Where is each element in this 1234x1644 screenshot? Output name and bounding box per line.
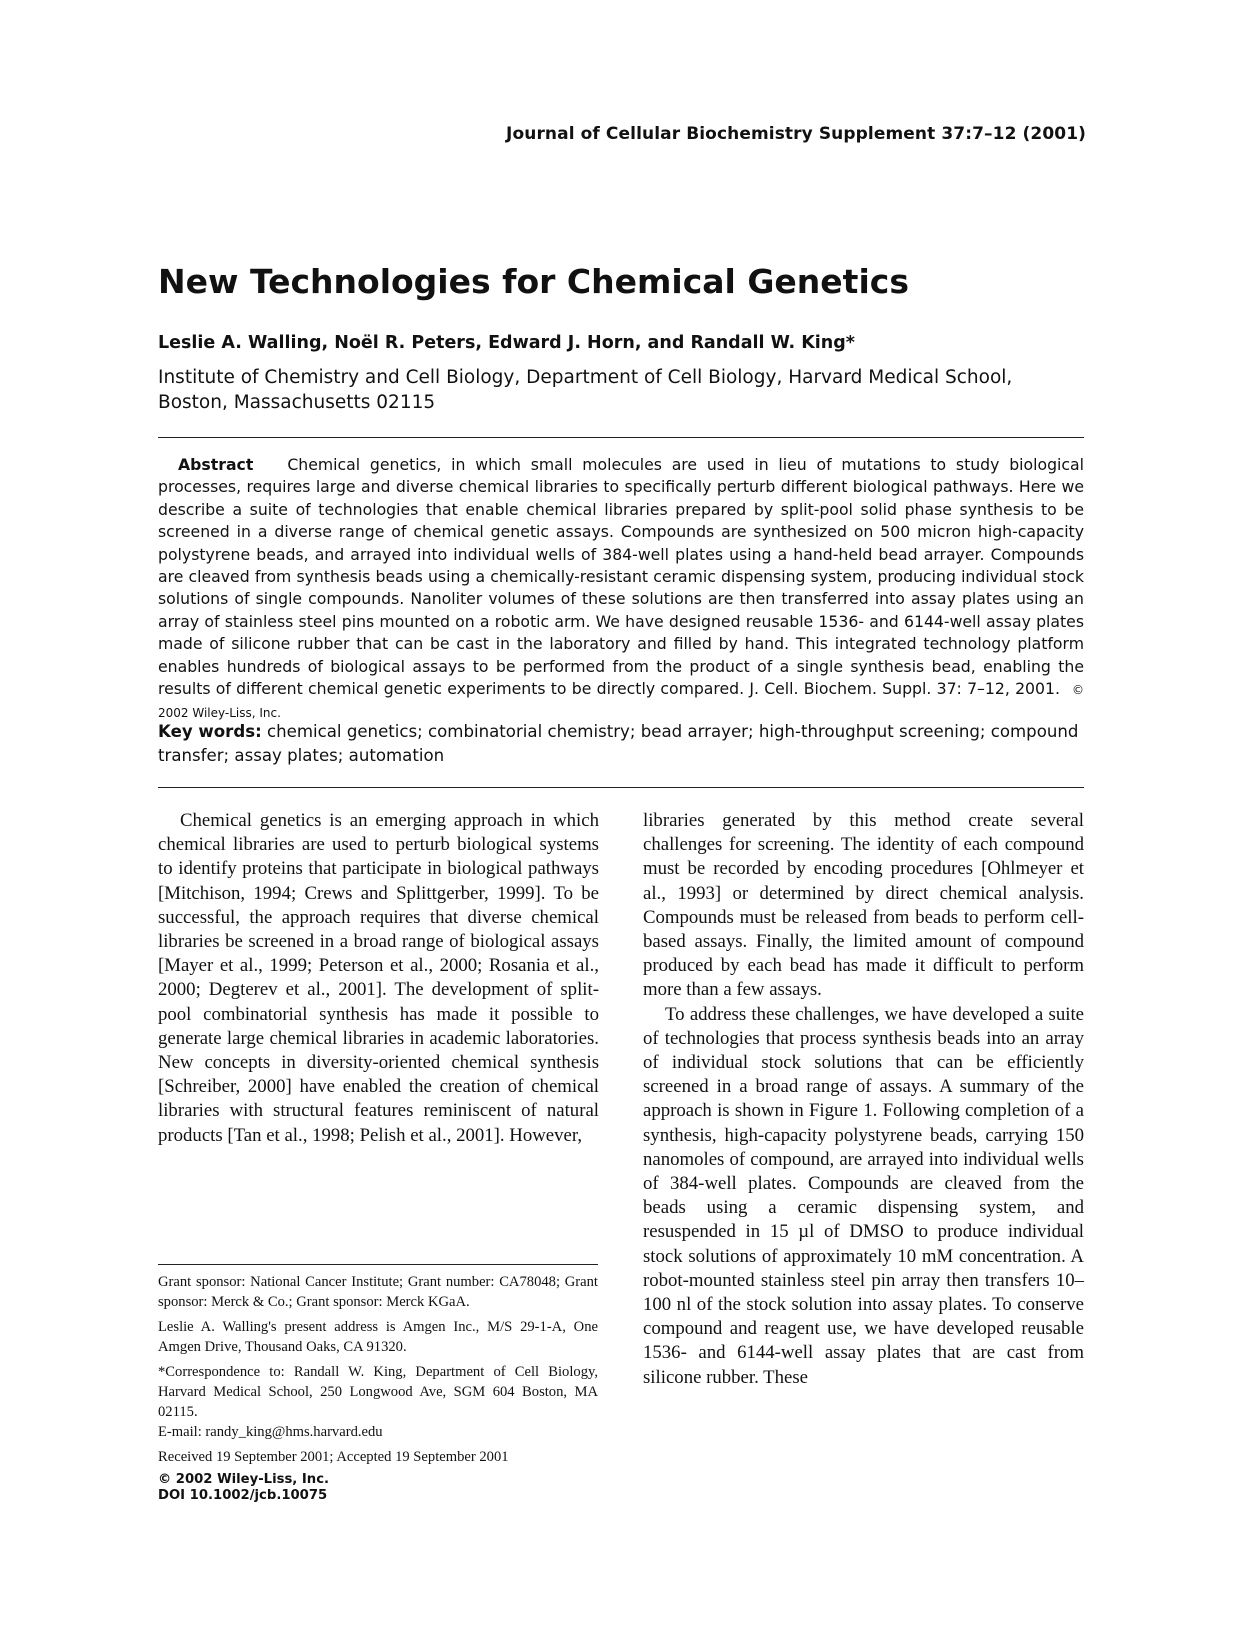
grant-footnote: Grant sponsor: National Cancer Institute; Grant number: CA78048; Grant sponsor: Merck & Co.; Grant sponsor: Merck KGaA.: [158, 1274, 598, 1310]
body-column-left: [158, 809, 599, 1148]
author-list: Leslie A. Walling, Noël R. Peters, Edward J. Horn, and Randall W. King*: [158, 333, 855, 353]
abstract-copyright: © 2002 Wiley-Liss, Inc.: [158, 683, 1084, 721]
footnote-divider: [158, 1264, 598, 1265]
doi: DOI 10.1002/jcb.10075: [158, 1488, 328, 1503]
footnotes: [158, 1272, 598, 1504]
article-title: New Technologies for Chemical Genetics: [158, 262, 909, 301]
received-footnote: Received 19 September 2001; Accepted 19 September 2001: [158, 1449, 509, 1465]
correspondence-footnote: *Correspondence to: Randall W. King, Department of Cell Biology, Harvard Medical School, 250 Longwood Ave, SGM 604 Boston, MA 02115.: [158, 1364, 598, 1420]
body-paragraph: To address these challenges, we have developed a suite of technologies that process synthesis beads into an array of individual stock solutions that can be efficiently screened in a broad range of assays. A summary of the approach is shown in Figure 1. Following completion of a synthesis, high-capacity polystyrene beads, carrying 150 nanomoles of compound, are arrayed into individual wells of 384-well plates. Compounds are cleaved from the beads using a ceramic dispensing system, and resuspended in 15 µl of DMSO to produce individual stock solutions of approximately 10 mM concentration. A robot-mounted stainless steel pin array then transfers 10–100 nl of the stock solution into assay plates. To conserve compound and reagent use, we have developed reusable 1536- and 6144-well assay plates that are cast from silicone rubber. These: [643, 1003, 1084, 1388]
journal-citation: Journal of Cellular Biochemistry Supplement 37:7–12 (2001): [506, 124, 1086, 144]
keywords-label: Key words:: [158, 722, 262, 741]
keywords-text: chemical genetics; combinatorial chemistry; bead arrayer; high-throughput screening; compound transfer; assay plates; automation: [158, 722, 1079, 765]
abstract: [158, 454, 1084, 725]
publisher-copyright: © 2002 Wiley-Liss, Inc.: [158, 1472, 330, 1487]
divider-top: [158, 437, 1084, 438]
body-paragraph: libraries generated by this method create several challenges for screening. The identity of each compound must be recorded by encoding procedures [Ohlmeyer et al., 1993] or determined by direct chemical analysis. Compounds must be released from beads to perform cell-based assays. Finally, the limited amount of compound produced by each bead has made it difficult to perform more than a few assays.: [643, 810, 1084, 1001]
divider-bottom: [158, 787, 1084, 788]
email-footnote: E-mail: randy_king@hms.harvard.edu: [158, 1424, 383, 1440]
keywords: [158, 720, 1084, 767]
body-column-right: [643, 809, 1084, 1390]
body-paragraph: Chemical genetics is an emerging approach in which chemical libraries are used to perturb biological systems to identify proteins that participate in biological pathways [Mitchison, 1994; Crews and Splittgerber, 1999]. To be successful, the approach requires that diverse chemical libraries be screened in a broad range of biological assays [Mayer et al., 1999; Peterson et al., 2000; Rosania et al., 2000; Degterev et al., 2001]. The development of split-pool combinatorial synthesis has made it possible to generate large chemical libraries in academic laboratories. New concepts in diversity-oriented chemical synthesis [Schreiber, 2000] have enabled the creation of chemical libraries with structural features reminiscent of natural products [Tan et al., 1998; Pelish et al., 2001]. However,: [158, 810, 599, 1146]
affiliation: Institute of Chemistry and Cell Biology, Department of Cell Biology, Harvard Medical School, Boston, Massachusetts 02115: [158, 367, 1013, 413]
abstract-label: Abstract: [178, 455, 254, 474]
address-footnote: Leslie A. Walling's present address is Amgen Inc., M/S 29-1-A, One Amgen Drive, Thousand Oaks, CA 91320.: [158, 1319, 598, 1355]
abstract-text: Chemical genetics, in which small molecules are used in lieu of mutations to study biological processes, requires large and diverse chemical libraries to specifically perturb different biological pathways. Here we describe a suite of technologies that enable chemical libraries prepared by split-pool solid phase synthesis to be screened in a diverse range of chemical genetic assays. Compounds are synthesized on 500 micron high-capacity polystyrene beads, and arrayed into individual wells of 384-well plates using a hand-held bead arrayer. Compounds are cleaved from synthesis beads using a chemically-resistant ceramic dispensing system, producing individual stock solutions of single compounds. Nanoliter volumes of these solutions are then transferred into assay plates using an array of stainless steel pins mounted on a robotic arm. We have designed reusable 1536- and 6144-well assay plates made of silicone rubber that can be cast in the laboratory and filled by hand. This integrated technology platform enables hundreds of biological assays to be performed from the product of a single synthesis bead, enabling the results of different chemical genetic experiments to be directly compared. J. Cell. Biochem. Suppl. 37: 7–12, 2001.: [158, 455, 1084, 699]
